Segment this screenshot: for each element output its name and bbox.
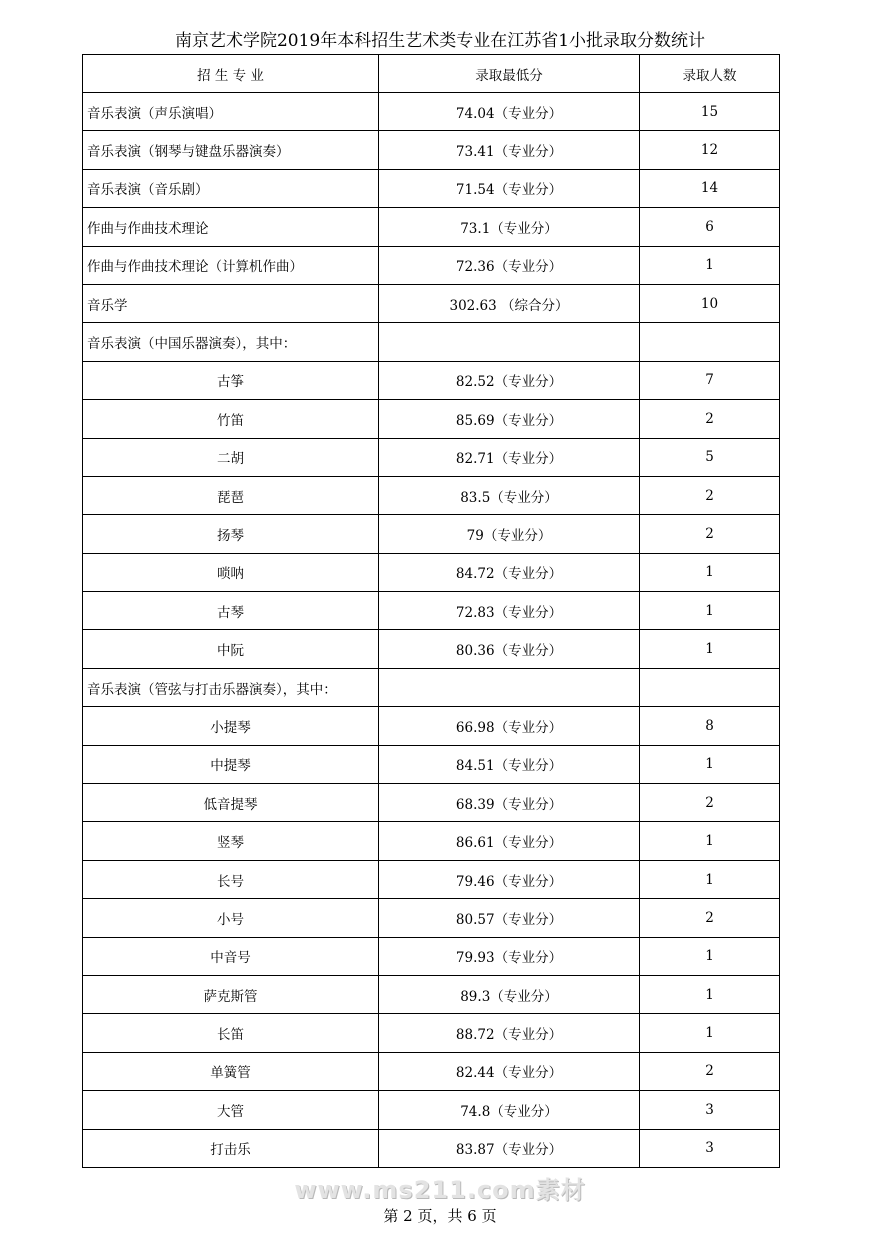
count-cell: 6 <box>640 208 780 246</box>
table-row <box>83 1014 780 1052</box>
table-row <box>83 169 780 207</box>
major-cell: 中阮 <box>83 630 379 668</box>
min-score-cell: 68.39（专业分） <box>379 784 640 822</box>
min-score-cell: 74.8（专业分） <box>379 1091 640 1129</box>
min-score-cell: 82.44（专业分） <box>379 1052 640 1090</box>
table-row <box>83 361 780 399</box>
table-row <box>83 630 780 668</box>
table-row <box>83 860 780 898</box>
min-score-cell: 80.36（专业分） <box>379 630 640 668</box>
major-cell: 中音号 <box>83 937 379 975</box>
table-row <box>83 1129 780 1167</box>
header-min-score: 录取最低分 <box>379 55 640 93</box>
min-score-cell: 80.57（专业分） <box>379 899 640 937</box>
count-cell <box>640 668 780 706</box>
count-cell: 2 <box>640 476 780 514</box>
count-cell: 1 <box>640 937 780 975</box>
table-row <box>83 1091 780 1129</box>
count-cell: 1 <box>640 246 780 284</box>
count-cell: 1 <box>640 553 780 591</box>
table-row <box>83 784 780 822</box>
table-row <box>83 1052 780 1090</box>
count-cell: 5 <box>640 438 780 476</box>
min-score-cell: 302.63 （综合分） <box>379 284 640 322</box>
table-row <box>83 707 780 745</box>
count-cell: 2 <box>640 400 780 438</box>
major-cell: 长号 <box>83 860 379 898</box>
min-score-cell: 85.69（专业分） <box>379 400 640 438</box>
major-cell: 扬琴 <box>83 515 379 553</box>
header-major: 招 生 专 业 <box>83 55 379 93</box>
table-row <box>83 438 780 476</box>
min-score-cell: 84.72（专业分） <box>379 553 640 591</box>
major-cell: 长笛 <box>83 1014 379 1052</box>
major-cell: 作曲与作曲技术理论（计算机作曲） <box>83 246 379 284</box>
major-cell: 音乐学 <box>83 284 379 322</box>
page-title: 南京艺术学院2019年本科招生艺术类专业在江苏省1小批录取分数统计 <box>174 31 706 51</box>
table-row <box>83 975 780 1013</box>
min-score-cell: 79.93（专业分） <box>379 937 640 975</box>
count-cell: 10 <box>640 284 780 322</box>
min-score-cell: 84.51（专业分） <box>379 745 640 783</box>
major-cell: 音乐表演（音乐剧） <box>83 169 379 207</box>
min-score-cell: 71.54（专业分） <box>379 169 640 207</box>
major-cell: 音乐表演（声乐演唱） <box>83 93 379 131</box>
min-score-cell: 72.83（专业分） <box>379 592 640 630</box>
count-cell: 1 <box>640 822 780 860</box>
min-score-cell: 73.1（专业分） <box>379 208 640 246</box>
table-row <box>83 937 780 975</box>
min-score-cell: 74.04（专业分） <box>379 93 640 131</box>
table-row <box>83 822 780 860</box>
table-row <box>83 553 780 591</box>
min-score-cell: 89.3（专业分） <box>379 975 640 1013</box>
count-cell: 12 <box>640 131 780 169</box>
major-cell: 竖琴 <box>83 822 379 860</box>
table-row <box>83 668 780 706</box>
count-cell: 3 <box>640 1129 780 1167</box>
count-cell: 2 <box>640 899 780 937</box>
table-row <box>83 476 780 514</box>
min-score-cell: 82.52（专业分） <box>379 361 640 399</box>
min-score-cell <box>379 668 640 706</box>
table-row <box>83 131 780 169</box>
table-row <box>83 899 780 937</box>
major-cell: 琵琶 <box>83 476 379 514</box>
major-cell: 小号 <box>83 899 379 937</box>
table-body <box>83 93 780 1168</box>
admission-score-table <box>82 54 780 1168</box>
major-cell: 音乐表演（钢琴与键盘乐器演奏） <box>83 131 379 169</box>
major-cell: 单簧管 <box>83 1052 379 1090</box>
min-score-cell <box>379 323 640 361</box>
count-cell: 1 <box>640 745 780 783</box>
min-score-cell: 66.98（专业分） <box>379 707 640 745</box>
page-number: 第 2 页，共 6 页 <box>383 1207 497 1225</box>
table-row <box>83 400 780 438</box>
major-cell: 中提琴 <box>83 745 379 783</box>
table-row <box>83 592 780 630</box>
min-score-cell: 86.61（专业分） <box>379 822 640 860</box>
major-cell: 萨克斯管 <box>83 975 379 1013</box>
major-cell: 作曲与作曲技术理论 <box>83 208 379 246</box>
min-score-cell: 72.36（专业分） <box>379 246 640 284</box>
table-row <box>83 246 780 284</box>
major-cell: 古琴 <box>83 592 379 630</box>
count-cell <box>640 323 780 361</box>
major-cell: 音乐表演（中国乐器演奏），其中： <box>83 323 379 361</box>
min-score-cell: 79.46（专业分） <box>379 860 640 898</box>
count-cell: 14 <box>640 169 780 207</box>
table-row <box>83 745 780 783</box>
count-cell: 1 <box>640 975 780 1013</box>
count-cell: 1 <box>640 592 780 630</box>
major-cell: 二胡 <box>83 438 379 476</box>
major-cell: 竹笛 <box>83 400 379 438</box>
count-cell: 2 <box>640 1052 780 1090</box>
major-cell: 音乐表演（管弦与打击乐器演奏），其中： <box>83 668 379 706</box>
major-cell: 大管 <box>83 1091 379 1129</box>
count-cell: 3 <box>640 1091 780 1129</box>
major-cell: 唢呐 <box>83 553 379 591</box>
count-cell: 2 <box>640 784 780 822</box>
table-row <box>83 515 780 553</box>
count-cell: 1 <box>640 630 780 668</box>
min-score-cell: 83.87（专业分） <box>379 1129 640 1167</box>
table-row <box>83 323 780 361</box>
count-cell: 1 <box>640 1014 780 1052</box>
count-cell: 15 <box>640 93 780 131</box>
major-cell: 打击乐 <box>83 1129 379 1167</box>
count-cell: 8 <box>640 707 780 745</box>
min-score-cell: 73.41（专业分） <box>379 131 640 169</box>
count-cell: 2 <box>640 515 780 553</box>
table-row <box>83 284 780 322</box>
watermark: www.ms211.com素材 <box>294 1176 586 1204</box>
count-cell: 7 <box>640 361 780 399</box>
table-header-row <box>83 55 780 93</box>
min-score-cell: 88.72（专业分） <box>379 1014 640 1052</box>
count-cell: 1 <box>640 860 780 898</box>
min-score-cell: 82.71（专业分） <box>379 438 640 476</box>
header-count: 录取人数 <box>640 55 780 93</box>
major-cell: 低音提琴 <box>83 784 379 822</box>
table-row <box>83 208 780 246</box>
min-score-cell: 79（专业分） <box>379 515 640 553</box>
major-cell: 古筝 <box>83 361 379 399</box>
min-score-cell: 83.5（专业分） <box>379 476 640 514</box>
table-row <box>83 93 780 131</box>
major-cell: 小提琴 <box>83 707 379 745</box>
